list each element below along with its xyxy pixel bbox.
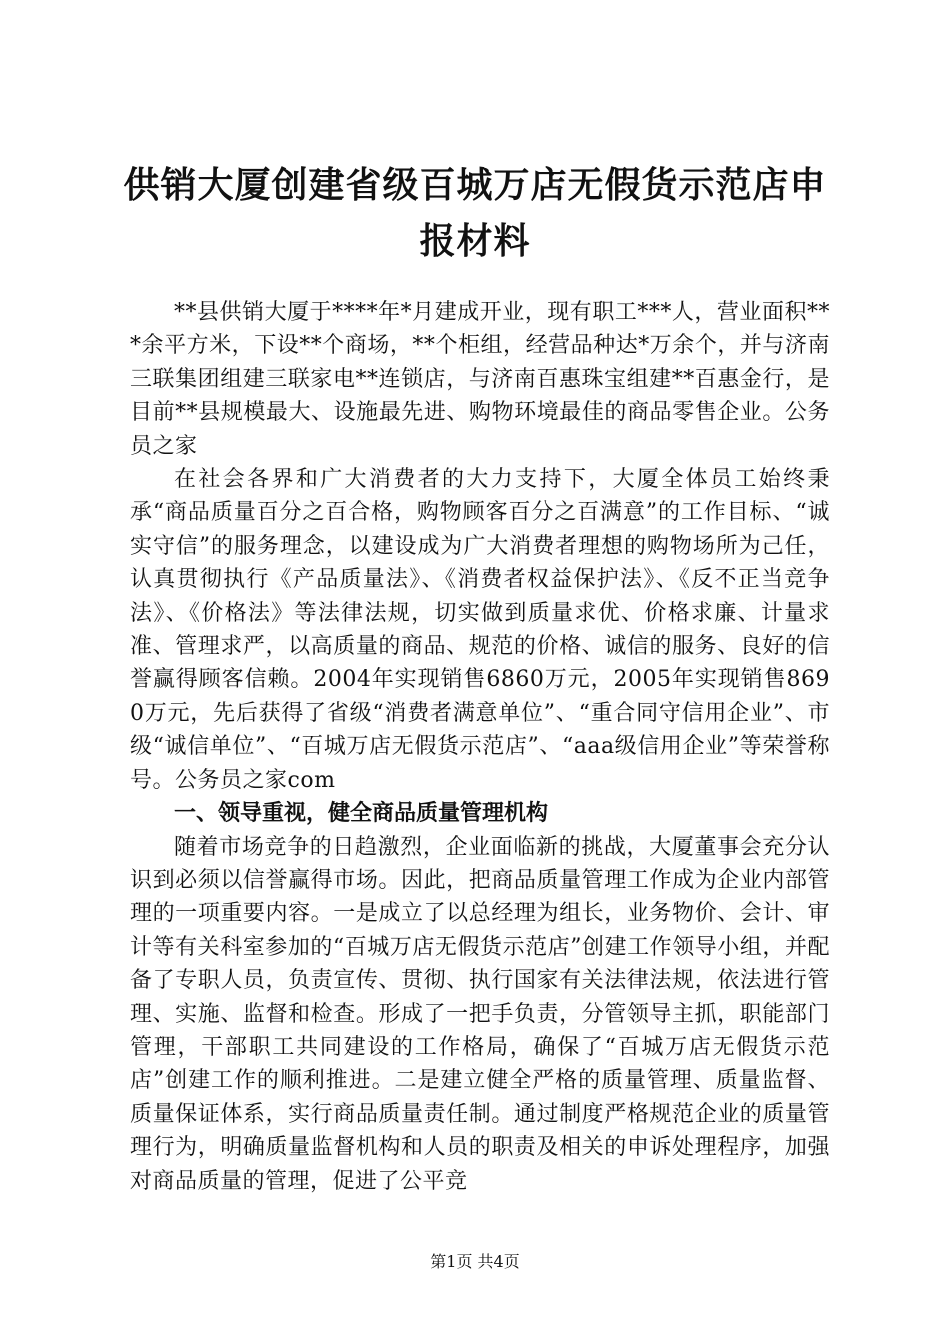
document-body — [130, 296, 830, 1198]
page-footer: 第1页 共4页 — [430, 1252, 520, 1271]
achievements-paragraph: 在社会各界和广大消费者的大力支持下，大厦全体员工始终秉承“商品质量百分之百合格，购物顾客百分之百满意”的工作目标、“诚实守信”的服务理念，以建设成为广大消费者理想的购物场所为己任，认真贯彻执行《产品质量法》、《消费者权益保护法》、《反不正当竞争法》、《价格法》等法律法规，切实做到质量求优、价格求廉、计量求准、管理求严，以高质量的商品、规范的价格、诚信的服务、良好的信誉赢得顾客信赖。2004年实现销售6860万元，2005年实现销售8690万元，先后获得了省级“消费者满意单位”、“重合同守信用企业”、市级“诚信单位”、“百城万店无假货示范店”、“aaa级信用企业”等荣誉称号。公务员之家com — [130, 467, 830, 793]
intro-paragraph: **县供销大厦于****年*月建成开业，现有职工***人，营业面积***余平方米，下设**个商场，**个柜组，经营品种达*万余个，并与济南三联集团组建三联家电**连锁店，与济南百惠珠宝组建**百惠金行，是目前**县规模最大、设施最先进、购物环境最佳的商品零售企业。公务员之家 — [130, 300, 830, 459]
document-title: 供销大厦创建省级百城万店无假货示范店申报材料 — [123, 165, 827, 262]
section-heading: 一、领导重视，健全商品质量管理机构 — [174, 801, 549, 827]
section-paragraph: 随着市场竞争的日趋激烈，企业面临新的挑战，大厦董事会充分认识到必须以信誉赢得市场。因此，把商品质量管理工作成为企业内部管理的一项重要内容。一是成立了以总经理为组长，业务物价、会计、审计等有关科室参加的“百城万店无假货示范店”创建工作领导小组，并配备了专职人员，负责宣传、贯彻、执行国家有关法律法规，依法进行管理、实施、监督和检查。形成了一把手负责，分管领导主抓，职能部门管理，干部职工共同建设的工作格局，确保了“百城万店无假货示范店”创建工作的顺利推进。二是建立健全严格的质量管理、质量监督、质量保证体系，实行商品质量责任制。通过制度严格规范企业的质量管理行为，明确质量监督机构和人员的职责及相关的申诉处理程序，加强对商品质量的管理，促进了公平竞 — [130, 834, 830, 1194]
